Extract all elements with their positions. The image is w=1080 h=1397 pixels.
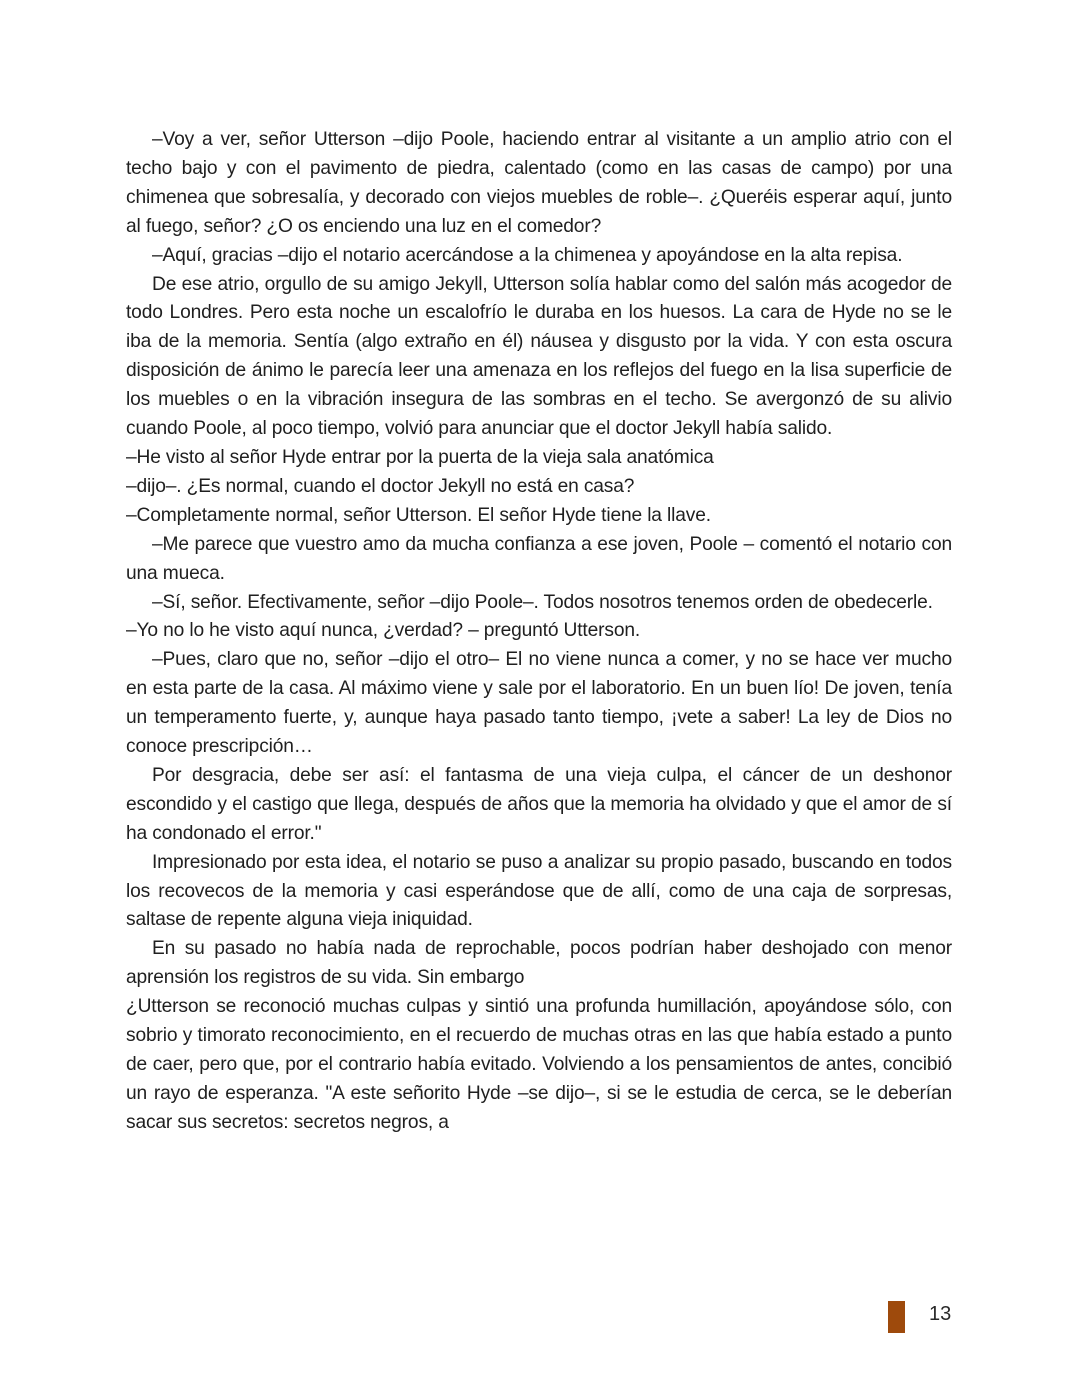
page-body [126, 126, 952, 1138]
paragraph: –dijo–. ¿Es normal, cuando el doctor Jekyll no está en casa? [126, 475, 635, 497]
page-number: 13 [929, 1303, 952, 1325]
paragraph: –Voy a ver, señor Utterson –dijo Poole, haciendo entrar al visitante a un amplio atrio con el techo bajo y con el pavimento de piedra, calentado (como en las casas de campo) por una chimenea que sobresalía, y decorado con viejos muebles de roble–. ¿Queréis esperar aquí, junto al fuego, señor? ¿O os enciendo una luz en el comedor? [126, 129, 952, 237]
paragraph: De ese atrio, orgullo de su amigo Jekyll, Utterson solía hablar como del salón más acogedor de todo Londres. Pero esta noche un escalofrío le duraba en los huesos. La cara de Hyde no se le iba de la memoria. Sentía (algo extraño en él) náusea y disgusto por la vida. Y con esta oscura disposición de ánimo le parecía leer una amenaza en los reflejos del fuego en la lisa superficie de los muebles o en la vibración insegura de las sombras en el techo. Se avergonzó de su alivio cuando Poole, al poco tiempo, volvió para anunciar que el doctor Jekyll había salido. [126, 273, 952, 440]
paragraph: –Me parece que vuestro amo da mucha confianza a ese joven, Poole – comentó el notario con una mueca. [126, 533, 952, 584]
paragraph: En su pasado no había nada de reprochable, pocos podrían haber deshojado con menor aprensión los registros de su vida. Sin embargo [126, 938, 952, 989]
paragraph: ¿Utterson se reconoció muchas culpas y sintió una profunda humillación, apoyándose sólo, con sobrio y timorato reconocimiento, en el recuerdo de muchas otras en las que había estado a punto de caer, pero que, por el contrario había evitado. Volviendo a los pensamientos de antes, concibió un rayo de esperanza. "A este señorito Hyde –se dijo–, si se le estudia de cerca, se le deberían sacar sus secretos: secretos negros, a [126, 996, 952, 1133]
paragraph: Impresionado por esta idea, el notario se puso a analizar su propio pasado, buscando en todos los recovecos de la memoria y casi esperándose que de allí, como de una caja de sorpresas, saltase de repente alguna vieja iniquidad. [126, 851, 952, 931]
paragraph: –Aquí, gracias –dijo el notario acercándose a la chimenea y apoyándose en la alta repisa. [152, 244, 903, 266]
paragraph: Por desgracia, debe ser así: el fantasma de una vieja culpa, el cáncer de un deshonor escondido y el castigo que llega, después de años que la memoria ha olvidado y que el amor de sí ha condonado el error." [126, 764, 952, 844]
paragraph: –Sí, señor. Efectivamente, señor –dijo Poole–. Todos nosotros tenemos orden de obedecerle. [152, 591, 933, 613]
paragraph: –Yo no lo he visto aquí nunca, ¿verdad? – preguntó Utterson. [126, 620, 641, 642]
paragraph: –Pues, claro que no, señor –dijo el otro– El no viene nunca a comer, y no se hace ver mucho en esta parte de la casa. Al máximo viene y sale por el laboratorio. En un buen lío! De joven, tenía un temperamento fuerte, y, aunque haya pasado tanto tiempo, ¡vete a saber! La ley de Dios no conoce prescripción… [126, 649, 952, 758]
paragraph: –He visto al señor Hyde entrar por la puerta de la vieja sala anatómica [126, 446, 714, 468]
paragraph: –Completamente normal, señor Utterson. El señor Hyde tiene la llave. [126, 504, 711, 526]
page-accent-bar [888, 1301, 905, 1333]
